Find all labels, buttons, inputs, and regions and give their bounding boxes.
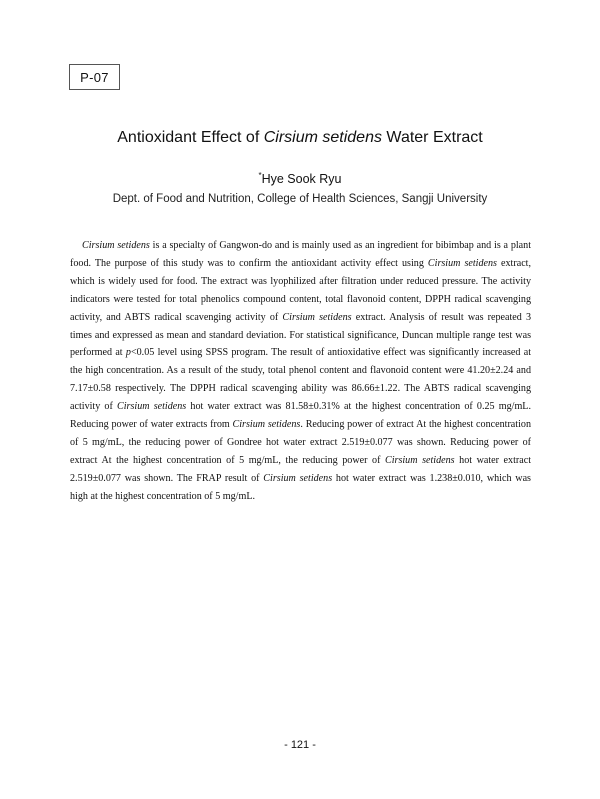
species-name: Cirsium setidens xyxy=(263,472,333,484)
author-line xyxy=(0,171,600,186)
abstract-text: extract. Analysis of result was repeated 3 times and expressed as mean and standard deviation. For statistical significance, Duncan multiple range test was performed at xyxy=(70,311,531,359)
abstract-text: hot water extract was 1.238±0.010, which was high at the highest concentration of 5 mg/mL. xyxy=(70,472,531,502)
title-suffix: Water Extract xyxy=(381,129,483,146)
abstract-text: <0.05 level using SPSS program. The result of antioxidative effect was significantly increased at the high concentration. As a result of the study, total phenol content and flavonoid content were 41.20±2.24 and 7.17±0.58 respectively. The DPPH radical scavenging ability was 86.66±1.22. The ABTS radical scavenging activity of xyxy=(70,347,531,413)
title-prefix: Antioxidant Effect of xyxy=(117,129,264,146)
abstract-text: . Reducing power of extract At the highest concentration of 5 mg/mL, the reducing power of Gondree hot water extract 2.519±0.077 was shown. Reducing power of extract At the highest concentration of 5 mg/mL, the reducing power of xyxy=(70,419,531,466)
corresponding-author-marker: * xyxy=(258,171,262,180)
p-value-symbol: p xyxy=(125,347,131,359)
species-name: Cirsium setidens xyxy=(282,311,352,323)
page-number: - 121 - xyxy=(284,739,316,751)
affiliation: Dept. of Food and Nutrition, College of Health Sciences, Sangji University xyxy=(112,193,488,205)
abstract-text: hot water extract 2.519±0.077 was shown. The FRAP result of xyxy=(70,454,532,484)
abstract-text: extract, which is widely used for food. The extract was lyophilized after filtration under reduced pressure. The activity indicators were tested for total phenolics compound content, total flavonoid content, DPPH radical scavenging activity, and ABTS radical scavenging activity of xyxy=(70,257,532,323)
abstract-text: is a specialty of Gangwon-do and is mainly used as an ingredient for bibimbap and is a plant food. The purpose of this study was to confirm the antioxidant activity effect using xyxy=(70,240,532,269)
abstract-text: hot water extract was 81.58±0.31% at the highest concentration of 0.25 mg/mL. Reducing power of water extracts from xyxy=(70,401,531,431)
title-species: Cirsium setidens xyxy=(263,129,382,146)
abstract-body xyxy=(70,237,531,506)
author-name: Hye Sook Ryu xyxy=(261,172,342,186)
species-name: Cirsium setidens xyxy=(427,257,497,269)
species-name: Cirsium setidens xyxy=(82,240,150,251)
poster-id-badge: P-07 xyxy=(69,64,120,90)
species-name: Cirsium setidens xyxy=(232,419,301,431)
species-name: Cirsium setidens xyxy=(384,454,455,466)
species-name: Cirsium setidens xyxy=(117,401,187,413)
paper-title xyxy=(0,129,600,147)
